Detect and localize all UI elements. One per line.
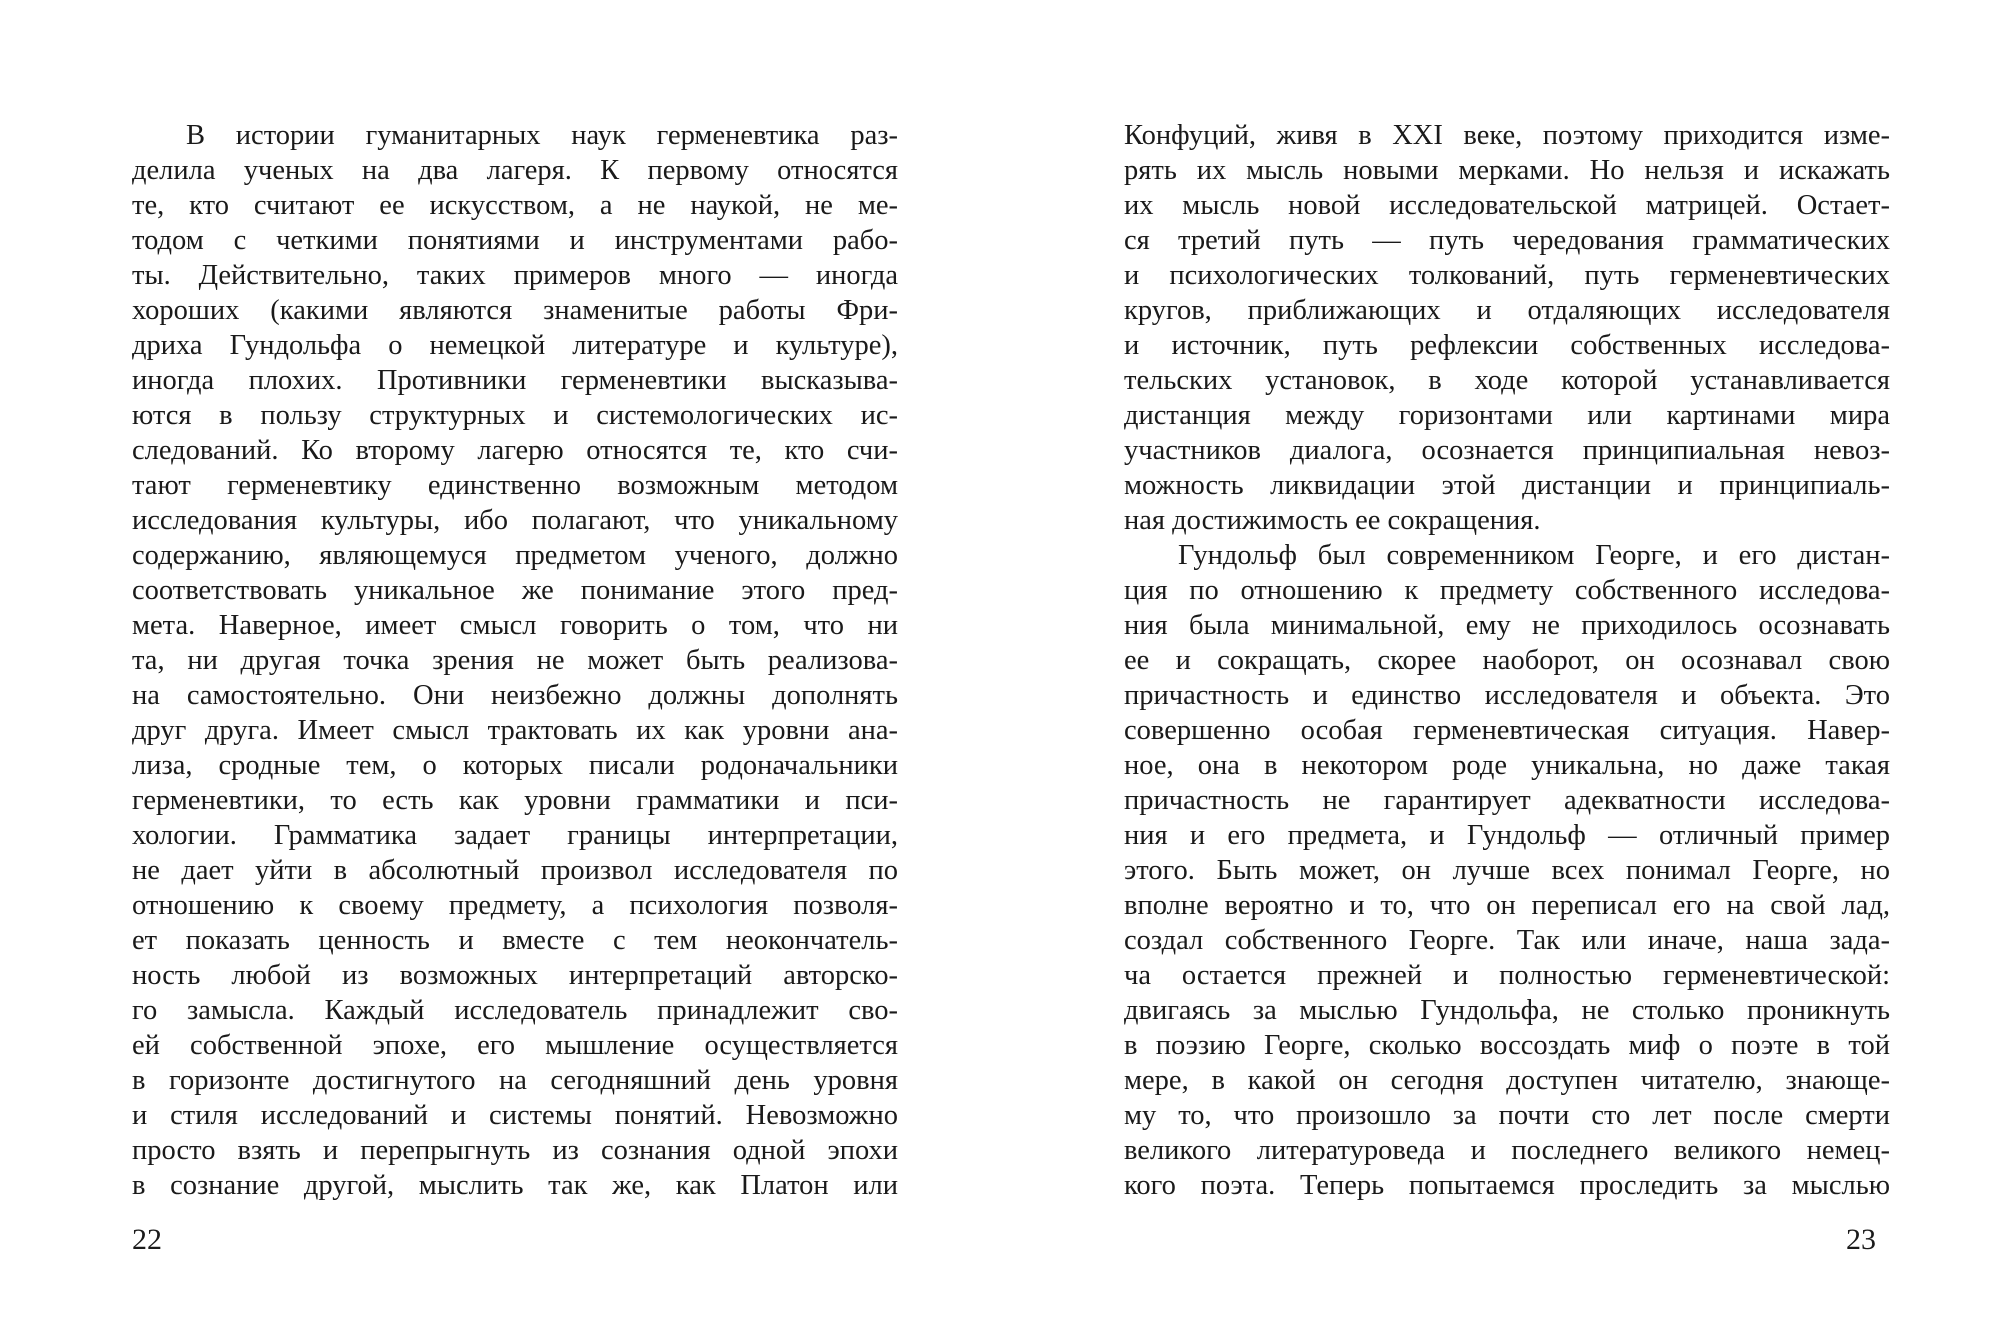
text-line: ча остается прежней и полностью герменевтической: (1124, 960, 1890, 991)
text-line: этого. Быть может, он лучше всех понимал Георге, но (1124, 855, 1890, 886)
text-line: хороших (какими являются знаменитые работы Фри- (132, 295, 898, 326)
text-line: ты. Действительно, таких примеров много — иногда (132, 260, 898, 291)
text-line: ей собственной эпохе, его мышление осуществляется (132, 1030, 898, 1061)
text-line: не дает уйти в абсолютный произвол исследователя по (132, 855, 898, 886)
text-line: в поэзию Георге, сколько воссоздать миф о поэте в той (1124, 1030, 1890, 1061)
text-line: го замысла. Каждый исследователь принадлежит сво- (132, 995, 898, 1026)
text-line: отношению к своему предмету, а психология позволя- (132, 890, 898, 921)
right-page-text (1124, 118, 1890, 1203)
text-line: те, кто считают ее искусством, а не наукой, не ме- (132, 190, 898, 221)
text-line: кругов, приближающих и отдаляющих исследователя (1124, 295, 1890, 326)
text-line: рять их мысль новыми мерками. Но нельзя и искажать (1124, 155, 1890, 186)
text-line: ная достижимость ее сокращения. (1124, 505, 1541, 536)
text-line: ное, она в некотором роде уникальна, но даже такая (1124, 750, 1890, 781)
text-line: просто взять и перепрыгнуть из сознания одной эпохи (132, 1135, 898, 1166)
text-line: лиза, сродные тем, о которых писали родоначальники (132, 750, 898, 781)
text-line: ность любой из возможных интерпретаций авторско- (132, 960, 898, 991)
text-line: та, ни другая точка зрения не может быть реализова- (132, 645, 898, 676)
text-line: их мысль новой исследовательской матрицей. Остает- (1124, 190, 1890, 221)
text-line: исследования культуры, ибо полагают, что уникальному (132, 505, 898, 536)
text-line: дриха Гундольфа о немецкой литературе и культуре), (132, 330, 898, 361)
text-line: ция по отношению к предмету собственного исследова- (1124, 575, 1890, 606)
text-line: на самостоятельно. Они неизбежно должны дополнять (132, 680, 898, 711)
text-line: ния и его предмета, и Гундольф — отличный пример (1124, 820, 1890, 851)
text-line: в сознание другой, мыслить так же, как Платон или (132, 1170, 898, 1201)
page-number-left: 22 (132, 1223, 162, 1256)
text-line: причастность не гарантирует адекватности исследова- (1124, 785, 1890, 816)
text-line: герменевтики, то есть как уровни грамматики и пси- (132, 785, 898, 816)
text-line: делила ученых на два лагеря. К первому относятся (132, 155, 898, 186)
text-line: ся третий путь — путь чередования грамматических (1124, 225, 1890, 256)
text-line: двигаясь за мыслью Гундольфа, не столько проникнуть (1124, 995, 1890, 1026)
text-line: причастность и единство исследователя и объекта. Это (1124, 680, 1890, 711)
text-line: мере, в какой он сегодня доступен читателю, знающе- (1124, 1065, 1890, 1096)
text-line: хологии. Грамматика задает границы интерпретации, (132, 820, 898, 851)
text-line: друг друга. Имеет смысл трактовать их как уровни ана- (132, 715, 898, 746)
text-line: ет показать ценность и вместе с тем неокончатель- (132, 925, 898, 956)
text-line: совершенно особая герменевтическая ситуация. Навер- (1124, 715, 1890, 746)
text-line: следований. Ко второму лагерю относятся те, кто счи- (132, 435, 898, 466)
text-line: участников диалога, осознается принципиальная невоз- (1124, 435, 1890, 466)
text-line: тают герменевтику единственно возможным методом (132, 470, 898, 501)
text-line: кого поэта. Теперь попытаемся проследить за мыслью (1124, 1170, 1890, 1201)
text-line: содержанию, являющемуся предметом ученого, должно (132, 540, 898, 571)
text-line: В истории гуманитарных наук герменевтика раз- (186, 120, 898, 151)
text-line: в горизонте достигнутого на сегодняшний день уровня (132, 1065, 898, 1096)
text-line: ее и сокращать, скорее наоборот, он осознавал свою (1124, 645, 1890, 676)
text-line: мета. Наверное, имеет смысл говорить о том, что ни (132, 610, 898, 641)
text-line: Конфуций, живя в XXI веке, поэтому приходится изме- (1124, 120, 1890, 151)
left-page-text (132, 118, 898, 1203)
text-line: ются в пользу структурных и системологических ис- (132, 400, 898, 431)
text-line: и стиля исследований и системы понятий. Невозможно (132, 1100, 898, 1131)
text-line: Гундольф был современником Георге, и его дистан- (1178, 540, 1890, 571)
text-line: му то, что произошло за почти сто лет после смерти (1124, 1100, 1890, 1131)
page-number-right: 23 (1846, 1223, 1876, 1256)
text-line: создал собственного Георге. Так или иначе, наша зада- (1124, 925, 1890, 956)
text-line: иногда плохих. Противники герменевтики высказыва- (132, 365, 898, 396)
text-line: соответствовать уникальное же понимание этого пред- (132, 575, 898, 606)
text-line: тодом с четкими понятиями и инструментами рабо- (132, 225, 898, 256)
text-line: великого литературоведа и последнего великого немец- (1124, 1135, 1890, 1166)
text-line: вполне вероятно и то, что он переписал его на свой лад, (1124, 890, 1890, 921)
text-line: тельских установок, в ходе которой устанавливается (1124, 365, 1890, 396)
text-line: и источник, путь рефлексии собственных исследова- (1124, 330, 1890, 361)
text-line: можность ликвидации этой дистанции и принципиаль- (1124, 470, 1890, 501)
text-line: ния была минимальной, ему не приходилось осознавать (1124, 610, 1890, 641)
text-line: дистанция между горизонтами или картинами мира (1124, 400, 1890, 431)
text-line: и психологических толкований, путь герменевтических (1124, 260, 1890, 291)
